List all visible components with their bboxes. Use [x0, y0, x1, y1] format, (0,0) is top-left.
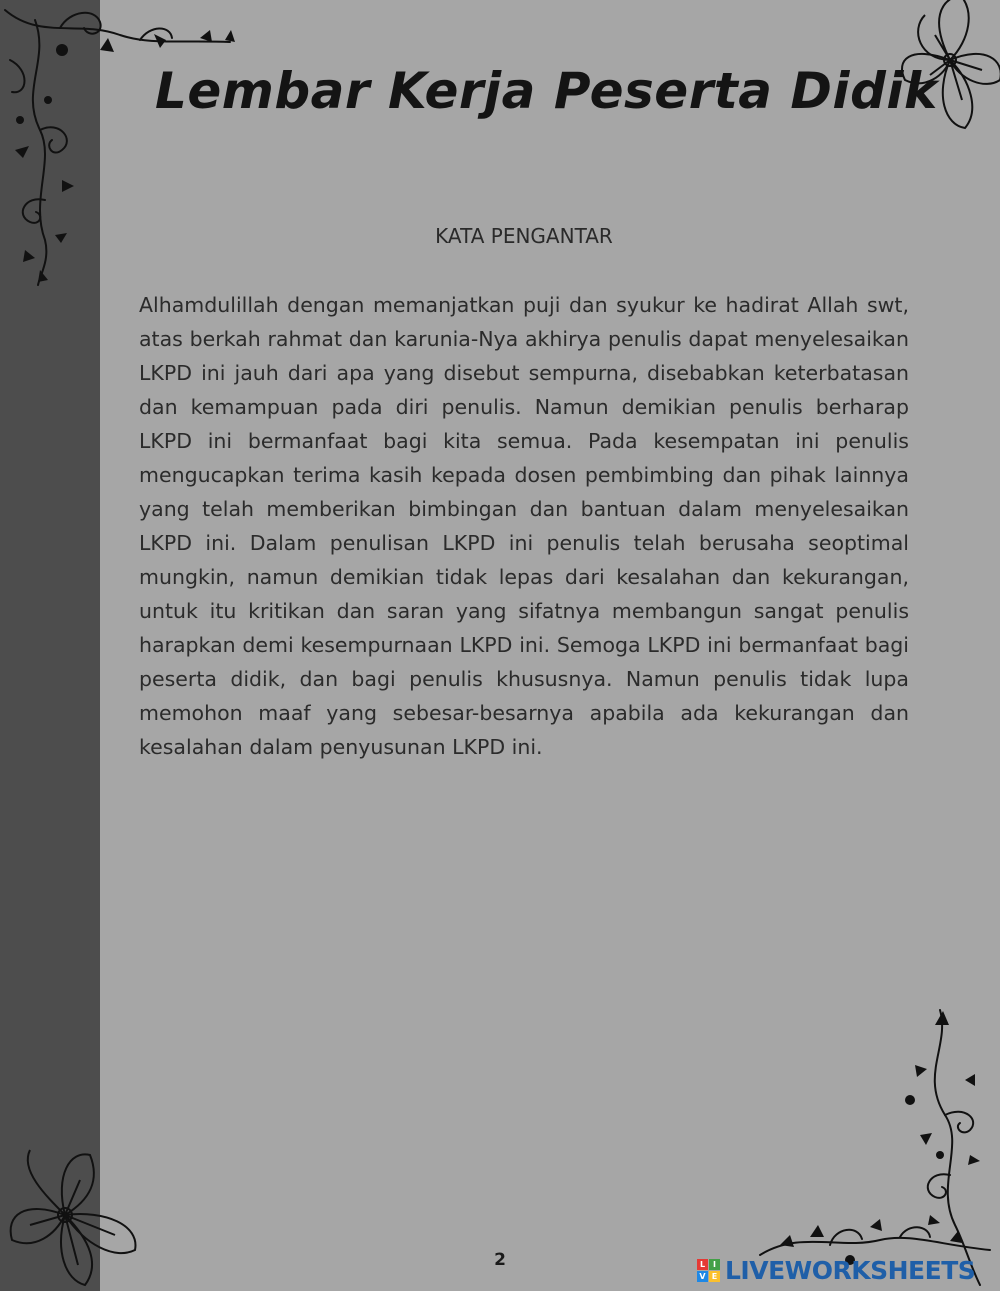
body-paragraph: Alhamdulillah dengan memanjatkan puji dan syukur ke hadirat Allah swt, atas berkah rahmat dan karunia-Nya akhirya penulis dapat menyelesaikan LKPD ini jauh dari apa yang disebut sempurna, disebabkan keterbatasan dan kemampuan pada diri penulis. Namun demikian penulis berharap LKPD ini bermanfaat bagi kita semua. Pada kesempatan ini penulis mengucapkan terima kasih kepada dosen pembimbing dan pihak lainnya yang telah memberikan bimbingan dan bantuan dalam menyelesaikan LKPD ini. Dalam penulisan LKPD ini penulis telah berusaha seoptimal mungkin, namun demikian tidak lepas dari kesalahan dan kekurangan, untuk itu kritikan dan saran yang sifatnya membangun sangat penulis harapkan demi kesempurnaan LKPD ini. Semoga LKPD ini bermanfaat bagi peserta didik, dan bagi penulis khususnya. Namun penulis tidak lupa memohon maaf yang sebesar-besarnya apabila ada kekurangan dan kesalahan dalam penyusunan LKPD ini. [139, 293, 909, 759]
page-number: 2 [494, 1250, 506, 1270]
logo-letter: L [697, 1259, 708, 1270]
page-title: Lembar Kerja Peserta Didik [155, 62, 938, 120]
floral-vine-bottom-right-icon [740, 1005, 1000, 1291]
liveworksheets-watermark[interactable] [697, 1255, 975, 1285]
liveworksheets-logo-icon [697, 1259, 720, 1282]
logo-letter: V [697, 1271, 708, 1282]
flower-bottom-left-icon [0, 1140, 150, 1291]
logo-letter: I [709, 1259, 720, 1270]
logo-letter: E [709, 1271, 720, 1282]
watermark-text: LIVEWORKSHEETS [725, 1255, 976, 1285]
section-heading: KATA PENGANTAR [435, 224, 613, 248]
